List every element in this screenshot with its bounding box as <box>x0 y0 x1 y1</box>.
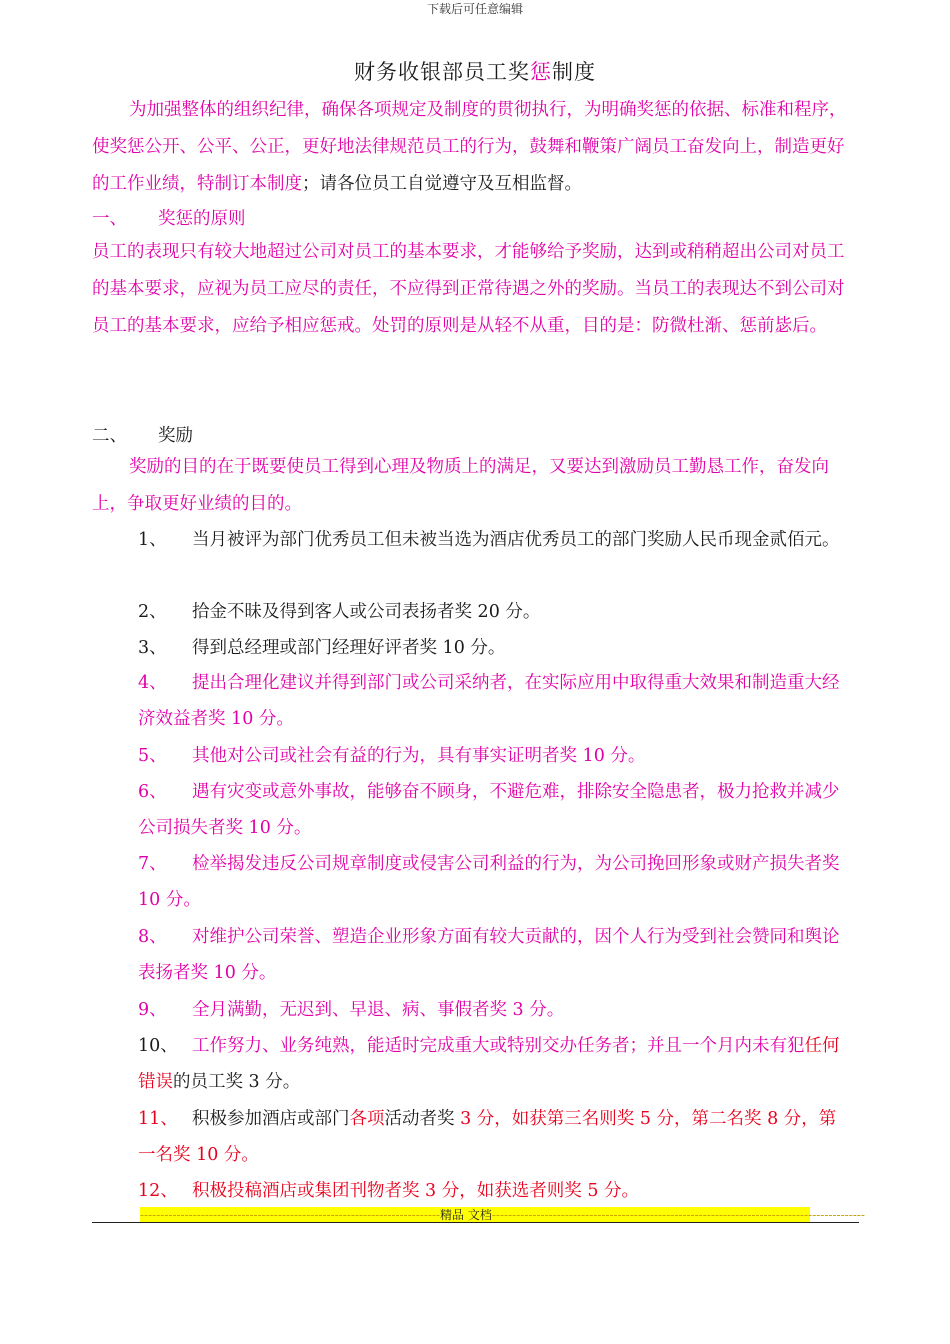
item-text-part-3: 活动者奖 <box>384 1109 455 1129</box>
item-text: 当月被评为部门优秀员工但未被当选为酒店优秀员工的部门奖励人民币现金贰佰元。 <box>192 530 840 550</box>
footer-dash-right: -------------------------------------------------------------------------------------------- <box>491 1208 865 1222</box>
intro-magenta-text: 为加强整体的组织纪律，确保各项规定及制度的贯彻执行，为明确奖惩的依据、标准和程序，使奖惩公开、公平、公正，更好地法律规范员工的行为，鼓舞和鞭策广阔员工奋发向上，制造更好的工作业绩，特制订本制度 <box>92 100 847 194</box>
list-item <box>138 992 844 1028</box>
list-item <box>138 1101 844 1173</box>
item-text-part-1: 工作努力、业务纯熟，能适时完成重大或特别交办任务者；并且一个月内未有犯 <box>192 1036 805 1056</box>
item-text: 拾金不昧及得到客人或公司表扬者奖 20 分。 <box>192 602 541 622</box>
item-text-part-4: 3 分，如获第三名则奖 5 分，第二名奖 8 分，第一名奖 10 分。 <box>138 1109 837 1165</box>
item-text: 全月满勤，无迟到、早退、病、事假者奖 3 分。 <box>192 1000 565 1020</box>
list-item <box>138 774 844 846</box>
item-number: 6、 <box>138 782 167 802</box>
item-number: 3、 <box>138 638 167 658</box>
title-part-1: 财务收银部员工奖 <box>354 60 530 84</box>
item-text-part-2: 各项 <box>349 1109 385 1129</box>
intro-black-text: ；请各位员工自觉遵守及互相监督。 <box>302 174 582 194</box>
list-item <box>138 1173 844 1209</box>
item-number: 4、 <box>138 673 167 693</box>
section1-number: 一、 <box>92 209 127 229</box>
item-text: 积极投稿酒店或集团刊物者奖 3 分，如获选者则奖 5 分。 <box>192 1181 640 1201</box>
item-text: 检举揭发违反公司规章制度或侵害公司利益的行为，为公司挽回形象或财产损失者奖 10 分。 <box>138 854 840 910</box>
item-number: 5、 <box>138 746 167 766</box>
title-part-3: 制度 <box>552 60 596 84</box>
item-text: 得到总经理或部门经理好评者奖 10 分。 <box>192 638 506 658</box>
section1-heading <box>92 205 246 230</box>
item-text-part-1: 积极参加酒店或部门 <box>192 1109 350 1129</box>
item-text: 对维护公司荣誉、塑造企业形象方面有较大贡献的，因个人行为受到社会赞同和舆论表扬者奖 10 分。 <box>138 927 840 983</box>
title-part-2: 惩 <box>530 60 552 84</box>
section2-body: 奖励的目的在于既要使员工得到心理及物质上的满足，又要达到激励员工勤恳工作，奋发向上，争取更好业绩的目的。 <box>92 457 829 514</box>
item-number: 10、 <box>138 1036 178 1056</box>
list-item <box>138 1028 844 1100</box>
intro-paragraph <box>92 92 858 203</box>
section2-title: 奖励 <box>158 426 193 446</box>
item-text: 提出合理化建议并得到部门或公司采纳者，在实际应用中取得重大效果和制造重大经济效益者奖 10 分。 <box>138 673 840 729</box>
list-item <box>138 630 844 666</box>
section2-heading <box>92 422 193 447</box>
footer-dash-left: -------------------------------------------------------------------------- <box>140 1208 441 1222</box>
list-item <box>138 919 844 991</box>
footer-banner <box>140 1207 865 1223</box>
list-item <box>138 522 844 558</box>
list-item <box>138 665 844 737</box>
item-text-part-3: 的员工奖 3 分。 <box>173 1072 301 1092</box>
footer-label: 精品 文档 <box>440 1208 492 1222</box>
item-number: 1、 <box>138 530 167 550</box>
section2-number: 二、 <box>92 426 127 446</box>
list-item <box>138 594 844 630</box>
section1-body: 员工的表现只有较大地超过公司对员工的基本要求，才能够给予奖励，达到或稍稍超出公司对员工的基本要求，应视为员工应尽的责任，不应得到正常待遇之外的奖励。当员工的表现达不到公司对员工的基本要求，应给予相应惩戒。处罚的原则是从轻不从重，目的是：防微杜渐、惩前毖后。 <box>92 242 845 336</box>
item-number: 2、 <box>138 602 167 622</box>
list-item <box>138 738 844 774</box>
section1-title: 奖惩的原则 <box>158 209 246 229</box>
page-header-note: 下载后可任意编辑 <box>426 2 523 16</box>
item-number: 11、 <box>138 1109 178 1129</box>
footer-divider <box>92 1222 859 1223</box>
item-number: 8、 <box>138 927 167 947</box>
item-text-part-2: 任何错误 <box>138 1036 840 1092</box>
item-text: 其他对公司或社会有益的行为，具有事实证明者奖 10 分。 <box>192 746 646 766</box>
item-number: 12、 <box>138 1181 178 1201</box>
item-text: 遇有灾变或意外事故，能够奋不顾身，不避危难，排除安全隐患者，极力抢救并减少公司损失者奖 10 分。 <box>138 782 840 838</box>
document-title <box>0 56 950 86</box>
list-item <box>138 846 844 918</box>
item-number: 9、 <box>138 1000 167 1020</box>
item-number: 7、 <box>138 854 167 874</box>
